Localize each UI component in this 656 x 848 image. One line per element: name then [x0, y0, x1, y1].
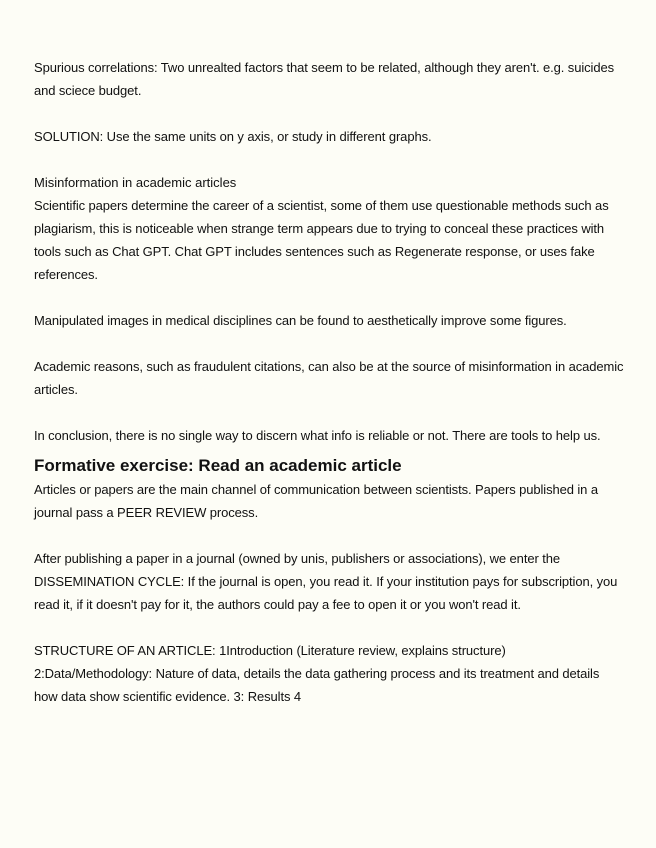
paragraph-gap	[34, 102, 626, 125]
paragraph-solution: SOLUTION: Use the same units on y axis, or study in different graphs.	[34, 129, 432, 144]
paragraph-dissemination: After publishing a paper in a journal (owned by unis, publishers or associations), we enter the DISSEMINATION CYCLE: If the journal is open, you read it. If your institution pays for subscription, you read it, if it doesn't pay for it, the authors could pay a fee to open it or you won't read it.	[34, 551, 618, 612]
paragraph-gap	[34, 616, 626, 639]
paragraph-gap	[34, 401, 626, 424]
paragraph-articles: Articles or papers are the main channel of communication between scientists. Papers published in a journal pass a PEER REVIEW process.	[34, 482, 598, 520]
paragraph-gap	[34, 524, 626, 547]
section-heading-formative-exercise: Formative exercise: Read an academic article	[34, 456, 402, 475]
paragraph-academic-reasons: Academic reasons, such as fraudulent citations, can also be at the source of misinformation in academic articles.	[34, 359, 624, 397]
paragraph-structure: STRUCTURE OF AN ARTICLE: 1Introduction (Literature review, explains structure) 2:Data/Methodology: Nature of data, details the data gathering process and its treatment and details how data show scientific evidence. 3: Results 4	[34, 643, 600, 704]
section-title-misinformation: Misinformation in academic articles	[34, 175, 237, 190]
paragraph-gap	[34, 286, 626, 309]
paragraph-manipulated-images: Manipulated images in medical disciplines can be found to aesthetically improve some figures.	[34, 313, 567, 328]
paragraph-gap	[34, 148, 626, 171]
paragraph-misinformation: Scientific papers determine the career of a scientist, some of them use questionable methods such as plagiarism, this is noticeable when strange term appears due to trying to conceal these practices with tools such as Chat GPT. Chat GPT includes sentences such as Regenerate response, or uses fake references.	[34, 198, 609, 282]
paragraph-gap	[34, 332, 626, 355]
paragraph-conclusion: In conclusion, there is no single way to discern what info is reliable or not. There are tools to help us.	[34, 428, 601, 443]
paragraph-spurious-correlations: Spurious correlations: Two unrealted factors that seem to be related, although they aren't. e.g. suicides and sciece budget.	[34, 60, 614, 98]
